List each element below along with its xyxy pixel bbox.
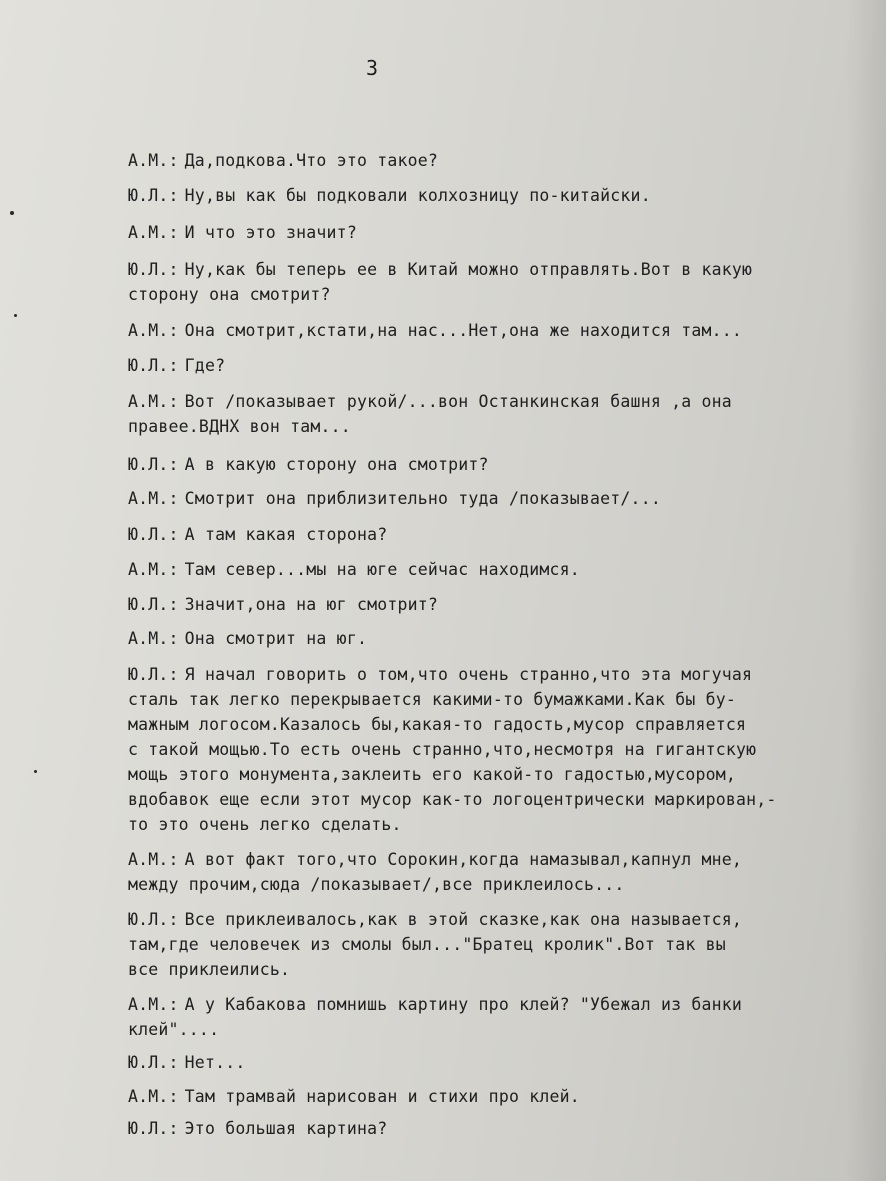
line-text: Она смотрит,кстати,на нас...Нет,она же находится там... xyxy=(184,321,743,340)
line-text: с такой мощью.То есть очень странно,что,несмотря на гигантскую xyxy=(128,740,757,759)
dialogue-line xyxy=(128,787,777,812)
speaker-label: Ю.Л.: xyxy=(128,595,179,614)
speaker-label: Ю.Л.: xyxy=(128,525,179,544)
speaker-label: А.М.: xyxy=(128,321,179,340)
line-text: А в какую сторону она смотрит? xyxy=(184,455,489,474)
line-text: Смотрит она приблизительно туда /показывает/... xyxy=(184,489,661,508)
speaker-label: А.М.: xyxy=(128,489,179,508)
line-text: А там какая сторона? xyxy=(184,525,388,544)
dialogue-line xyxy=(128,712,746,737)
dialogue-line xyxy=(128,932,726,957)
line-text: там,где человечек из смолы был..."Братец кролик".Вот так вы xyxy=(128,935,726,954)
line-text: Там север...мы на юге сейчас находимся. xyxy=(184,560,580,579)
dialogue-line xyxy=(128,148,438,173)
speaker-label: Ю.Л.: xyxy=(128,186,179,205)
line-text: сторону она смотрит? xyxy=(128,285,331,304)
line-text: мощь этого монумента,заклеить его какой-то гадостью,мусором, xyxy=(128,765,737,784)
dialogue-line xyxy=(128,452,489,477)
line-text: Да,подкова.Что это такое? xyxy=(184,151,439,170)
line-text: И что это значит? xyxy=(184,223,357,242)
line-text: Где? xyxy=(184,356,226,375)
speaker-label: Ю.Л.: xyxy=(128,1119,179,1138)
dialogue-line xyxy=(128,992,742,1017)
speaker-label: А.М.: xyxy=(128,629,179,648)
line-text: между прочим,сюда /показывает/,все приклеилось... xyxy=(128,875,625,894)
line-text: А вот факт того,что Сорокин,когда намазывал,капнул мне, xyxy=(184,850,743,869)
line-text: Значит,она на юг смотрит? xyxy=(184,595,439,614)
line-text: правее.ВДНХ вон там... xyxy=(128,417,351,436)
line-text: клей".... xyxy=(128,1020,220,1039)
hole-punch-mark xyxy=(34,770,37,773)
page-shadow xyxy=(846,0,886,1181)
dialogue-line xyxy=(128,414,351,439)
dialogue-line xyxy=(128,282,331,307)
dialogue-line xyxy=(128,662,752,687)
dialogue-line xyxy=(128,1084,580,1109)
dialogue-line xyxy=(128,812,402,837)
speaker-label: Ю.Л.: xyxy=(128,455,179,474)
line-text: Нет... xyxy=(184,1053,246,1072)
dialogue-line xyxy=(128,183,651,208)
dialogue-line xyxy=(128,592,438,617)
speaker-label: А.М.: xyxy=(128,151,179,170)
dialogue-line xyxy=(128,486,661,511)
dialogue-line xyxy=(128,1017,219,1042)
line-text: то это очень легко сделать. xyxy=(128,815,402,834)
line-text: Она смотрит на юг. xyxy=(184,629,368,648)
dialogue-line xyxy=(128,353,225,378)
line-text: Я начал говорить о том,что очень странно,что эта могучая xyxy=(184,665,753,684)
dialogue-line xyxy=(128,687,736,712)
dialogue-line xyxy=(128,220,357,245)
line-text: Ну,вы как бы подковали колхозницу по-китайски. xyxy=(184,186,651,205)
hole-punch-mark xyxy=(10,211,14,215)
line-text: Все приклеивалось,как в этой сказке,как она называется, xyxy=(184,910,743,929)
line-text: Там трамвай нарисован и стихи про клей. xyxy=(184,1087,580,1106)
line-text: Это большая картина? xyxy=(184,1119,388,1138)
speaker-label: А.М.: xyxy=(128,1087,179,1106)
dialogue-line xyxy=(128,847,742,872)
speaker-label: А.М.: xyxy=(128,223,179,242)
line-text: А у Кабакова помнишь картину про клей? "Убежал из банки xyxy=(184,995,743,1014)
line-text: Вот /показывает рукой/...вон Останкинская башня ,а она xyxy=(184,392,732,411)
speaker-label: Ю.Л.: xyxy=(128,1053,179,1072)
line-text: все приклеились. xyxy=(128,960,291,979)
dialogue-line xyxy=(128,522,387,547)
speaker-label: А.М.: xyxy=(128,560,179,579)
hole-punch-mark xyxy=(14,314,17,317)
speaker-label: Ю.Л.: xyxy=(128,260,179,279)
speaker-label: Ю.Л.: xyxy=(128,665,179,684)
speaker-label: А.М.: xyxy=(128,995,179,1014)
dialogue-line xyxy=(128,557,580,582)
line-text: сталь так легко перекрывается какими-то бумажками.Как бы бу- xyxy=(128,690,737,709)
dialogue-line xyxy=(128,626,367,651)
dialogue-line xyxy=(128,1116,387,1141)
line-text: Ну,как бы теперь ее в Китай можно отправлять.Вот в какую xyxy=(184,260,753,279)
dialogue-line xyxy=(128,318,742,343)
speaker-label: А.М.: xyxy=(128,392,179,411)
dialogue-line xyxy=(128,762,736,787)
dialogue-line xyxy=(128,872,625,897)
speaker-label: А.М.: xyxy=(128,850,179,869)
speaker-label: Ю.Л.: xyxy=(128,356,179,375)
dialogue-line xyxy=(128,257,752,282)
page-number: 3 xyxy=(366,56,379,80)
line-text: мажным логосом.Казалось бы,какая-то гадость,мусор справляется xyxy=(128,715,747,734)
dialogue-line xyxy=(128,737,756,762)
speaker-label: Ю.Л.: xyxy=(128,910,179,929)
dialogue-line xyxy=(128,389,732,414)
dialogue-line xyxy=(128,1050,245,1075)
line-text: вдобавок еще если этот мусор как-то логоцентрически маркирован,- xyxy=(128,790,777,809)
dialogue-line xyxy=(128,957,290,982)
dialogue-line xyxy=(128,907,742,932)
